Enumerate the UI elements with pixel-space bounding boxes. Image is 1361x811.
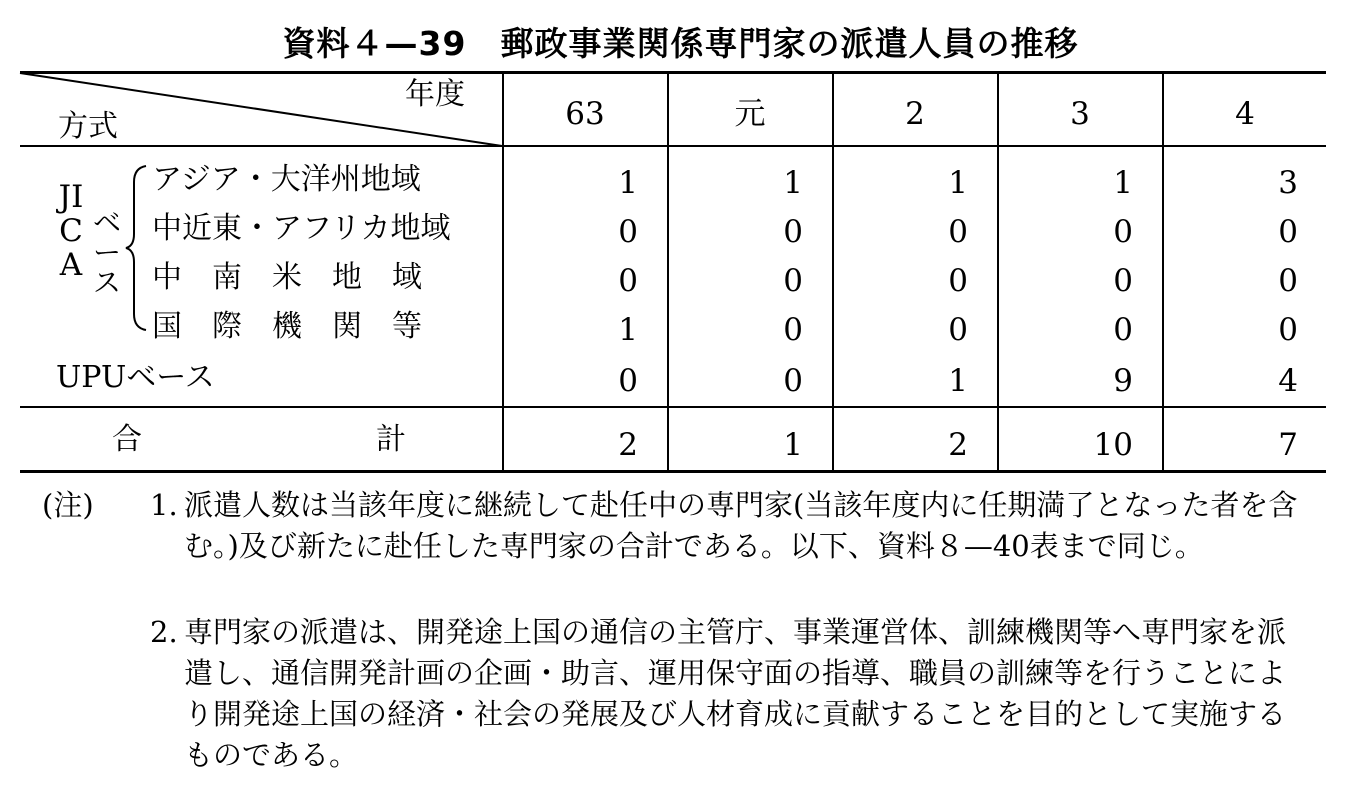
page-title: 資料４—39 郵政事業関係専門家の派遣人員の推移 — [282, 24, 1079, 63]
table-cell: 0 — [1113, 312, 1133, 348]
table-cell: 0 — [618, 263, 638, 299]
row-group-brace — [124, 162, 154, 332]
row-label: UPUベース — [56, 360, 215, 395]
table-cell: 1 — [783, 427, 803, 463]
table-cell: 0 — [618, 363, 638, 399]
table-cell: 0 — [948, 312, 968, 348]
note-number: 1. — [150, 488, 178, 522]
year-label: 年度 — [405, 77, 465, 112]
table-cell: 1 — [948, 165, 968, 201]
table-cell: 0 — [618, 214, 638, 250]
note-item — [150, 612, 1310, 776]
table-cell: 0 — [948, 263, 968, 299]
table-cell: 0 — [948, 214, 968, 250]
table-cell: 1 — [618, 165, 638, 201]
year-header: 4 — [1235, 96, 1255, 132]
notes-label: (注) — [42, 488, 94, 522]
table-cell: 1 — [948, 363, 968, 399]
table-cell: 0 — [1278, 312, 1298, 348]
table-cell: 9 — [1113, 363, 1133, 399]
table-cell: 0 — [783, 263, 803, 299]
total-label: 計 — [376, 422, 406, 457]
year-header: 3 — [1070, 96, 1090, 132]
table-cell: 7 — [1278, 427, 1298, 463]
row-label: 中近東・アフリカ地域 — [152, 211, 451, 246]
jica-base-label: ベース — [92, 206, 121, 299]
method-label: 方式 — [58, 109, 118, 144]
table-cell: 2 — [618, 427, 638, 463]
table-cell: 1 — [618, 312, 638, 348]
row-label: アジア・大洋州地域 — [152, 162, 421, 197]
table-cell: 0 — [1113, 214, 1133, 250]
year-header: 63 — [565, 96, 605, 132]
table-cell: 4 — [1278, 363, 1298, 399]
note-text: 専門家の派遣は、開発途上国の通信の主管庁、事業運営体、訓練機関等へ専門家を派遣し、通信開発計画の企画・助言、運用保守面の指導、職員の訓練等を行うことにより開発途上国の経済・社会の発展及び人材育成に貢献することを目的として実施するものである。 — [184, 615, 1287, 772]
year-header: 元 — [734, 96, 766, 132]
total-label: 合 — [112, 422, 142, 457]
table-cell: 0 — [1278, 263, 1298, 299]
table-cell: 2 — [948, 427, 968, 463]
table-cell: 0 — [783, 214, 803, 250]
table-cell: 0 — [783, 363, 803, 399]
table-cell: 3 — [1278, 165, 1298, 201]
row-label: 国 際 機 関 等 — [152, 309, 422, 344]
table-cell: 1 — [1113, 165, 1133, 201]
table-cell: 0 — [1113, 263, 1133, 299]
table-cell: 0 — [783, 312, 803, 348]
note-number: 2. — [150, 615, 178, 649]
row-label: 中 南 米 地 域 — [152, 260, 422, 295]
table-cell: 0 — [1278, 214, 1298, 250]
jica-letters: JICA — [58, 179, 84, 283]
note-text: 派遣人数は当該年度に継続して赴任中の専門家(当該年度内に任期満了となった者を含む。)及び新たに赴任した専門家の合計である。以下、資料８—40表まで同じ。 — [184, 488, 1298, 563]
table-cell: 10 — [1093, 427, 1133, 463]
table-cell: 1 — [783, 165, 803, 201]
year-header: 2 — [905, 96, 925, 132]
note-item — [150, 485, 1310, 567]
